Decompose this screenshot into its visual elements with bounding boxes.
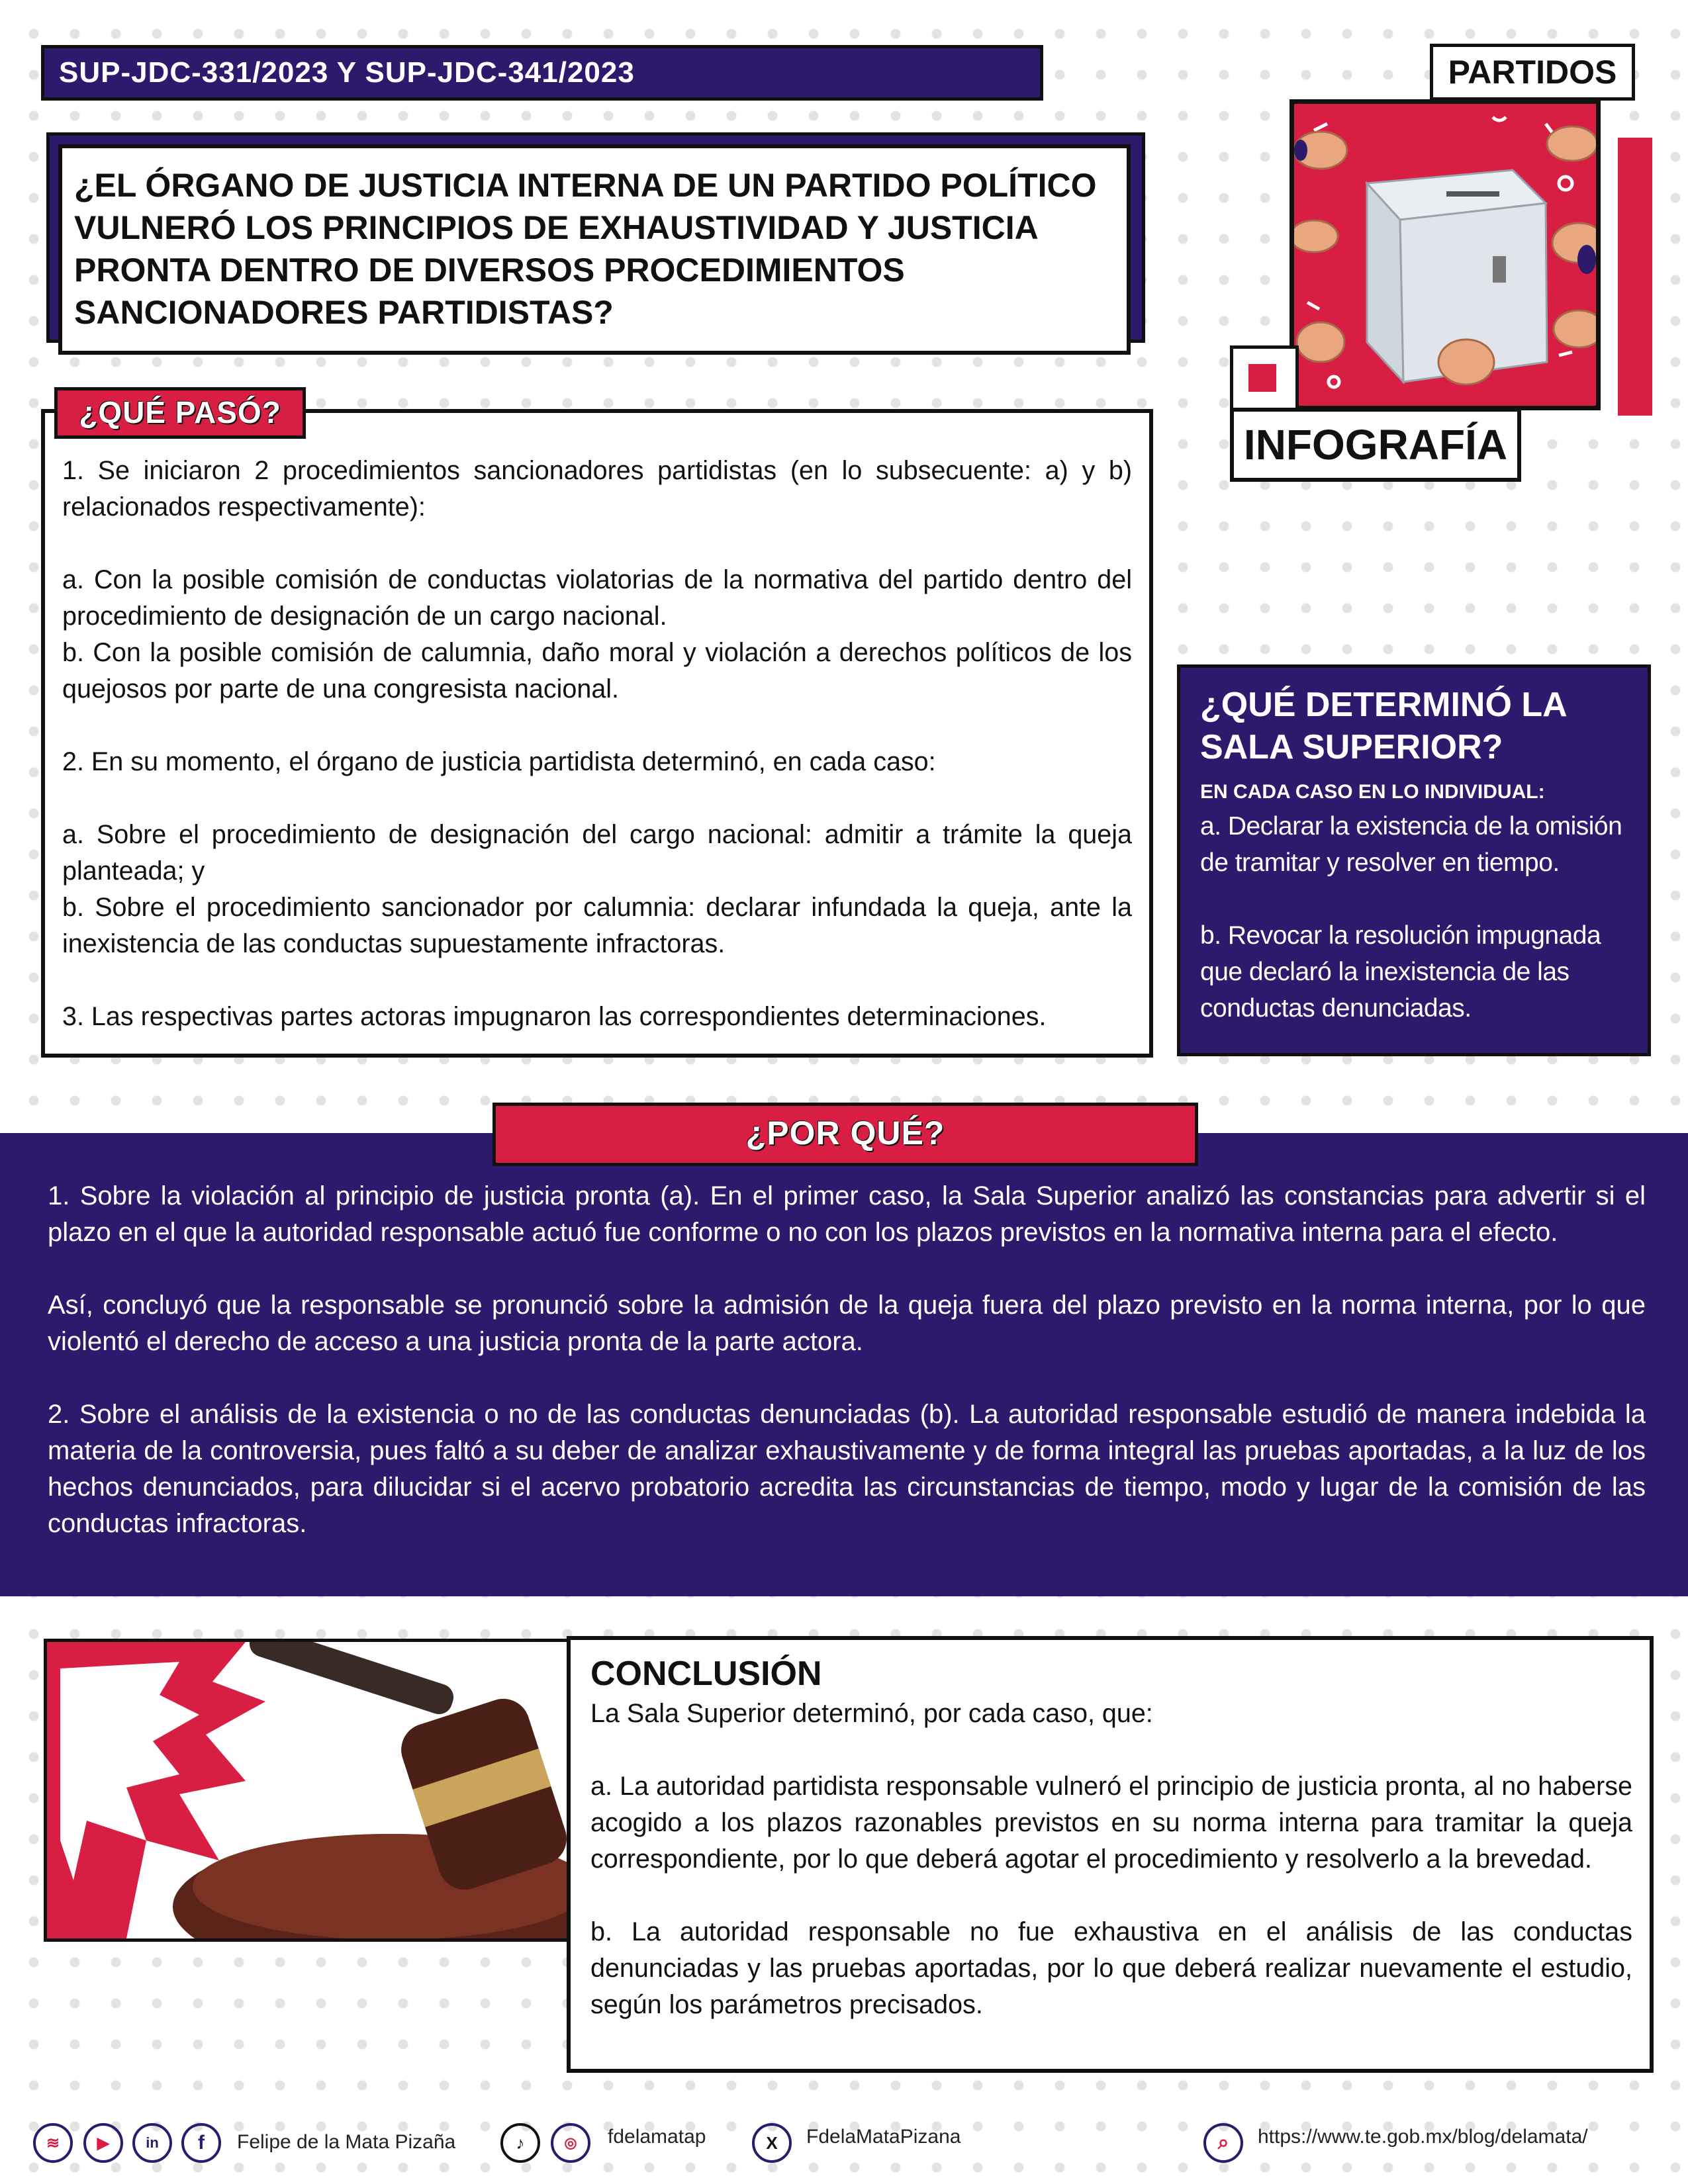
infografia-badge: INFOGRAFÍA — [1230, 408, 1521, 482]
conclusion-item: b. La autoridad responsable no fue exhaustiva en el análisis de las conductas denunciadas y las pruebas aportadas, por lo que deberá realizar nuevamente el estudio, según los parámetros precisados. — [590, 1917, 1632, 2019]
search-icon[interactable]: ⌕ — [1203, 2123, 1243, 2163]
youtube-icon[interactable]: ▶ — [83, 2123, 123, 2163]
que-paso-section — [41, 409, 1153, 1058]
determino-subtitle: EN CADA CASO EN LO INDIVIDUAL: — [1200, 781, 1545, 803]
determino-item: b. Revocar la resolución impugnada que declaró la inexistencia de las conductas denunciadas. — [1200, 921, 1601, 1023]
facebook-icon[interactable]: f — [181, 2123, 221, 2163]
instagram-icon[interactable]: ◎ — [551, 2123, 590, 2163]
gavel-image — [44, 1639, 573, 1942]
que-paso-paragraph: b. Sobre el procedimiento sancionador por calumnia: declarar infundada la queja, ante la inexistencia de las conductas supuestamente infractoras. — [62, 893, 1132, 958]
footer-url[interactable]: https://www.te.gob.mx/blog/delamata/ — [1258, 2126, 1588, 2148]
spotify-icon[interactable]: ≋ — [33, 2123, 73, 2163]
decorative-square-inner — [1248, 364, 1276, 392]
conclusion-item: a. La autoridad partidista responsable vulneró el principio de justicia pronta, al no haberse acogido a los plazos razonables previstos en su norma interna para tramitar la queja correspondiente, por lo que deberá agotar el procedimiento y resolverlo a la brevedad. — [590, 1772, 1632, 1874]
footer-name[interactable]: Felipe de la Mata Pizaña — [237, 2131, 456, 2153]
ballot-box-thumbs-image — [1289, 99, 1601, 410]
que-paso-title: ¿QUÉ PASÓ? — [54, 387, 306, 439]
que-paso-paragraph: 1. Se iniciaron 2 procedimientos sancionadores partidistas (en lo subsecuente: a) y b) relacionados respectivamente): — [62, 456, 1132, 522]
conclusion-intro: La Sala Superior determinó, por cada caso, que: — [590, 1699, 1153, 1728]
por-que-section — [48, 1178, 1646, 1575]
por-que-paragraph: Así, concluyó que la responsable se pronunció sobre la admisión de la queja fuera del plazo previsto en la norma interna, por lo que violentó el derecho de acceso a una justicia pronta de la parte actora. — [48, 1291, 1646, 1356]
conclusion-section — [567, 1636, 1654, 2073]
por-que-paragraph: 1. Sobre la violación al principio de justicia pronta (a). En el primer caso, la Sala Superior analizó las constancias para advertir si el plazo en el que la autoridad responsable actuó fue conforme o no con los plazos previstos en la normativa interna para el efecto. — [48, 1181, 1646, 1247]
por-que-paragraph: 2. Sobre el análisis de la existencia o no de las conductas denunciadas (b). La autoridad responsable estudió de manera indebida la materia de la controversia, pues faltó a su deber de analizar exhaustivamente y de forma integral las pruebas aportadas, a la luz de los hechos denunciados, para dilucidar si el acervo probatorio acredita las circunstancias de tiempo, modo y lugar de la comisión de las conductas infractoras. — [48, 1400, 1646, 1538]
decorative-red-bar — [1618, 138, 1652, 416]
footer-handle[interactable]: fdelamatap — [608, 2126, 706, 2148]
que-paso-paragraph: 2. En su momento, el órgano de justicia partidista determinó, en cada caso: — [62, 747, 936, 776]
que-paso-paragraph: a. Con la posible comisión de conductas violatorias de la normativa del partido dentro del procedimiento de designación de un cargo nacional. — [62, 565, 1132, 631]
que-paso-paragraph: 3. Las respectivas partes actoras impugnaron las correspondientes determinaciones. — [62, 1002, 1047, 1031]
linkedin-icon[interactable]: in — [132, 2123, 172, 2163]
determino-section — [1177, 664, 1651, 1056]
que-paso-paragraph: a. Sobre el procedimiento de designación del cargo nacional: admitir a trámite la queja planteada; y — [62, 820, 1132, 886]
x-icon[interactable]: X — [752, 2123, 792, 2163]
que-paso-paragraph: b. Con la posible comisión de calumnia, daño moral y violación a derechos políticos de los quejosos por parte de una congresista nacional. — [62, 638, 1132, 704]
conclusion-title: CONCLUSIÓN — [590, 1655, 822, 1693]
category-label: PARTIDOS — [1430, 44, 1635, 101]
footer-x-handle[interactable]: FdelaMataPizana — [806, 2126, 961, 2148]
case-id-tag: SUP-JDC-331/2023 Y SUP-JDC-341/2023 — [41, 45, 1043, 101]
determino-title: ¿QUÉ DETERMINÓ LA SALA SUPERIOR? — [1200, 686, 1566, 766]
determino-item: a. Declarar la existencia de la omisión de tramitar y resolver en tiempo. — [1200, 812, 1622, 877]
tiktok-icon[interactable]: ♪ — [500, 2123, 540, 2163]
main-question: ¿EL ÓRGANO DE JUSTICIA INTERNA DE UN PARTIDO POLÍTICO VULNERÓ LOS PRINCIPIOS DE EXHAUSTIVIDAD Y JUSTICIA PRONTA DENTRO DE DIVERSOS PROCEDIMIENTOS SANCIONADORES PARTIDISTAS? — [58, 144, 1131, 355]
por-que-title: ¿POR QUÉ? — [492, 1103, 1198, 1166]
